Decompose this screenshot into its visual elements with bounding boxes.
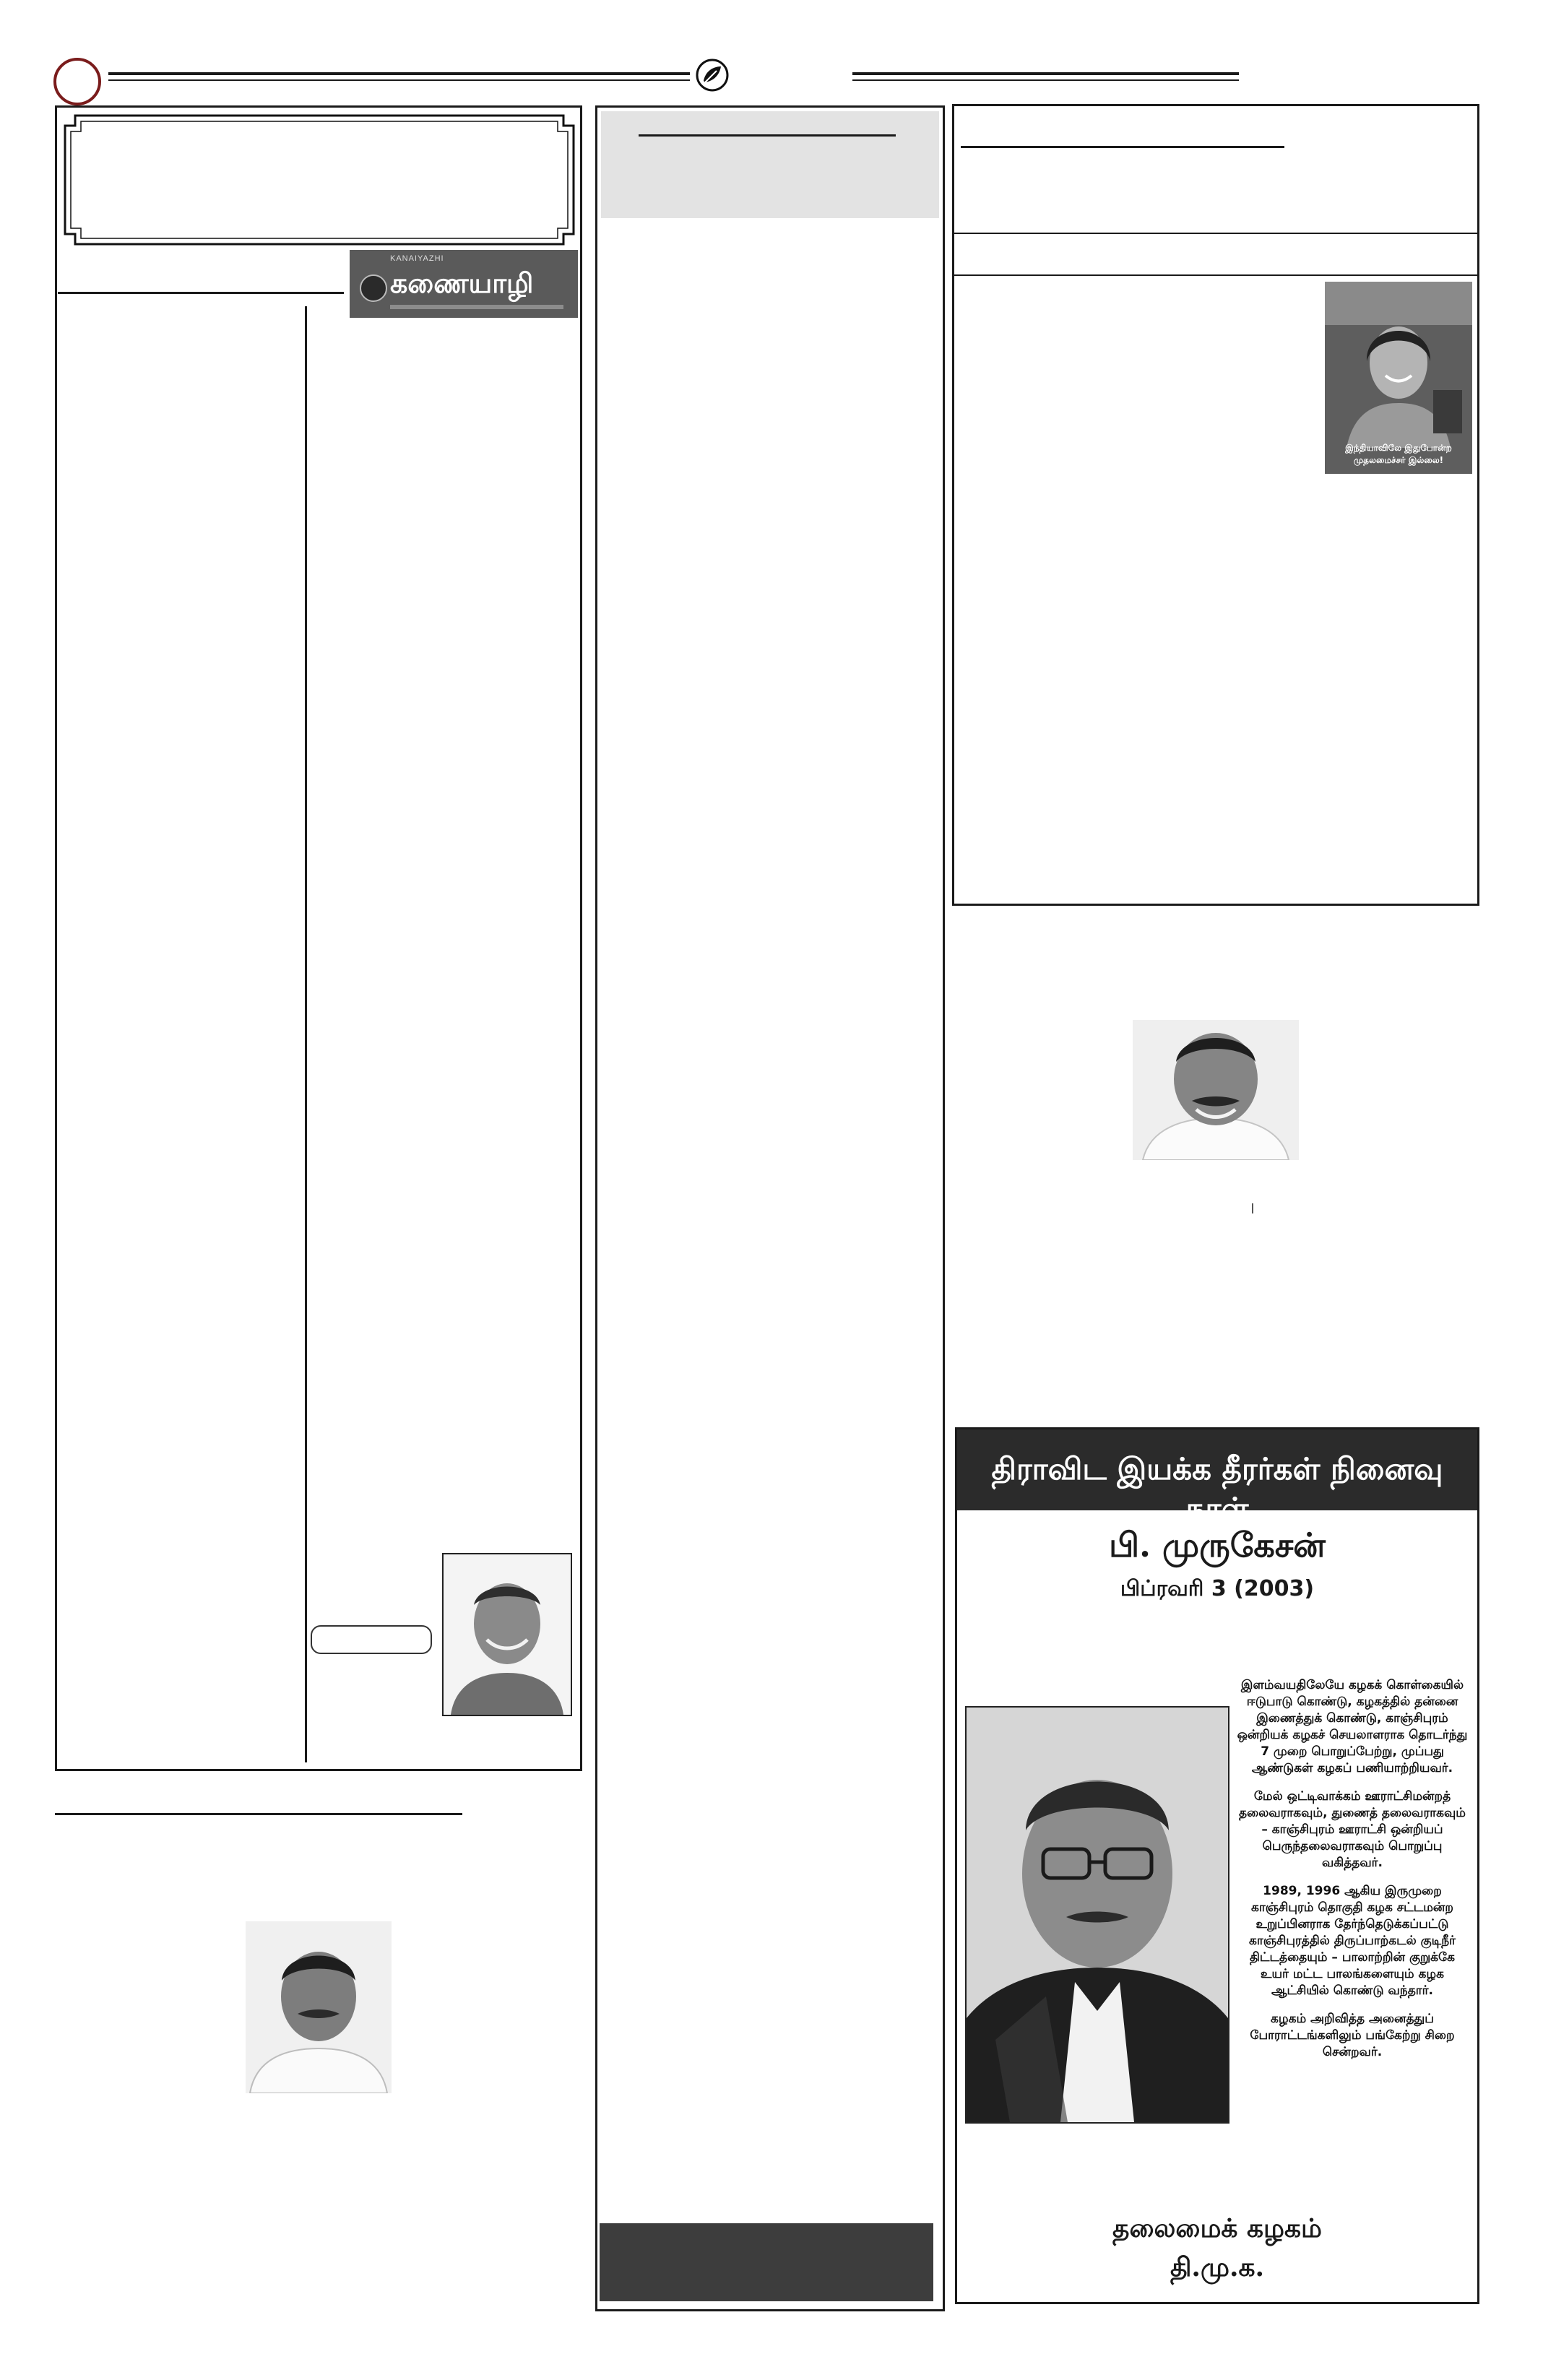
- middle-footer-bar: [600, 2223, 933, 2301]
- middle-header-shade: [601, 111, 939, 218]
- magazine-cover: [350, 250, 578, 318]
- portrait-photo-left-article: [442, 1553, 572, 1716]
- masthead-rule-left-bottom: [108, 79, 690, 81]
- middle-header-rule: [639, 134, 896, 137]
- right-section-rule-bottom: [954, 274, 1478, 276]
- memorial-paragraph: 1989, 1996 ஆகிய இருமுறை காஞ்சிபுரம் தொகுதி கழக சட்டமன்ற உறுப்பினராக தேர்ந்தெடுக்கப்பட்டு காஞ்சிபுரத்தில் திருப்பாற்கடல் குடிநீர் திட்டத்தையும் – பாலாற்றின் குறுக்கே உயர் மட்ட பாலங்களையும் கழக ஆட்சியில் கொண்டு வந்தார்.: [1249, 1884, 1456, 1998]
- inset-cover-photo: [1325, 282, 1472, 474]
- memorial-paragraph: கழகம் அறிவித்த அனைத்துப் போராட்டங்களிலும் பங்கேற்று சிறை சென்றவர்.: [1250, 2012, 1455, 2059]
- left-decorative-header-box: [61, 111, 578, 248]
- portrait-mark: [1252, 1203, 1258, 1213]
- left-article-frame: [55, 105, 582, 1771]
- left-section-rule: [58, 292, 344, 294]
- page-number-circle: [53, 58, 101, 105]
- memorial-header-title: திராவிட இயக்க தீரர்கள் நினைவு நாள்: [991, 1451, 1443, 1526]
- right-header-rule: [961, 146, 1284, 148]
- memorial-name: பி. முருகேசன்: [1109, 1526, 1326, 1565]
- memorial-header-band: [957, 1429, 1477, 1526]
- masthead-rule-left-top: [108, 72, 690, 75]
- right-section-rule-top: [954, 233, 1478, 234]
- memorial-paragraph: மேல் ஒட்டிவாக்கம் ஊராட்சிமன்றத் தலைவராகவும், துணைத் தலைவராகவும் – காஞ்சிபுரம் ஊராட்சி ஒன்றியப் பெருந்தலைவராகவும் பொறுப்பு வகித்தவர்.: [1239, 1789, 1466, 1870]
- magazine-logo-icon: [360, 274, 387, 302]
- masthead-rule-right-top: [852, 72, 1239, 75]
- memorial-date: பிப்ரவரி 3 (2003): [1120, 1576, 1315, 1601]
- portrait-photo-right-middle: [1133, 1020, 1299, 1160]
- magazine-title: கணையாழி: [390, 267, 534, 299]
- leaf-emblem-icon: [695, 58, 730, 92]
- memorial-footer-line2: தி.மு.க.: [1170, 2252, 1265, 2282]
- portrait-photo-bottom-left: [246, 1921, 392, 2093]
- photo-caption-blank-left-article: [311, 1625, 432, 1654]
- memorial-biography: [1237, 1677, 1468, 2072]
- middle-article-frame: [595, 105, 945, 2311]
- inset-cover-caption: இந்தியாவிலே இதுபோன்ற முதலமைச்சர் இல்லை!: [1345, 443, 1452, 465]
- magazine-subtitle-strip: [390, 305, 563, 309]
- masthead-rule-right-bottom: [852, 79, 1239, 81]
- memorial-portrait: [965, 1706, 1229, 2124]
- memorial-footer-line1: தலைமைக் கழகம்: [1112, 2213, 1322, 2243]
- memorial-paragraph: இளம்வயதிலேயே கழகக் கொள்கையில் ஈடுபாடு கொண்டு, கழகத்தில் தன்னை இணைத்துக் கொண்டு, காஞ்சிபுரம் ஒன்றியக் கழகச் செயலாளராக தொடர்ந்து 7 முறை பொறுப்பேற்று, முப்பது ஆண்டுகள் கழகப் பணியாற்றியவர்.: [1237, 1678, 1468, 1775]
- right-article-frame: [952, 104, 1479, 906]
- bottom-left-rule: [55, 1813, 462, 1815]
- magazine-brand-latin: KANAIYAZHI: [390, 254, 444, 263]
- left-column-divider: [305, 306, 307, 1762]
